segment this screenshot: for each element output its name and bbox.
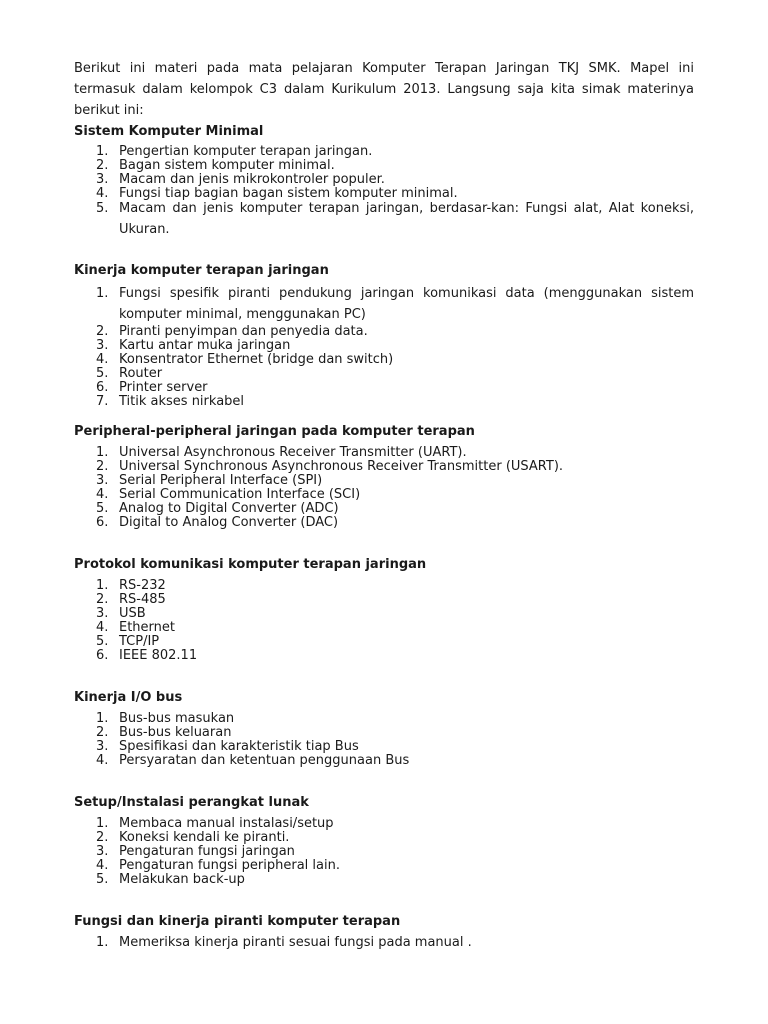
section-list — [74, 145, 694, 240]
list-item: 4. Fungsi tiap bagian bagan sistem komputer minimal. — [96, 186, 458, 201]
list-item: 5. TCP/IP — [96, 634, 160, 649]
section-title: Sistem Komputer Minimal — [74, 124, 264, 139]
section-title: Peripheral-peripheral jaringan pada komputer terapan — [74, 424, 475, 439]
section-list — [74, 712, 694, 768]
section-title: Protokol komunikasi komputer terapan jaringan — [74, 557, 427, 572]
list-item: 5. Analog to Digital Converter (ADC) — [96, 501, 339, 516]
section-title: Kinerja I/O bus — [74, 690, 183, 705]
list-item: 3. Spesifikasi dan karakteristik tiap Bus — [96, 739, 359, 754]
list-item: 1. Bus-bus masukan — [96, 711, 235, 726]
list-item: 1. Pengertian komputer terapan jaringan. — [96, 144, 373, 159]
section-list — [74, 446, 694, 530]
list-item: 4. Pengaturan fungsi peripheral lain. — [96, 858, 340, 873]
list-item: 5. Router — [96, 366, 163, 381]
list-item: 4. Konsentrator Ethernet (bridge dan switch) — [96, 352, 394, 367]
section-list — [74, 817, 694, 887]
section-list — [74, 283, 694, 409]
list-item: 1. RS-232 — [96, 578, 166, 593]
list-item: 1. Fungsi spesifik piranti pendukung jaringan komunikasi data (menggunakan sistem komputer minimal, menggunakan PC) — [96, 286, 694, 322]
list-item: 3. USB — [96, 606, 146, 621]
section-title: Fungsi dan kinerja piranti komputer terapan — [74, 914, 401, 929]
list-item: 1. Membaca manual instalasi/setup — [96, 816, 334, 831]
list-item: 1. Universal Asynchronous Receiver Transmitter (UART). — [96, 445, 467, 460]
list-item: 2. Bus-bus keluaran — [96, 725, 232, 740]
list-item: 3. Macam dan jenis mikrokontroler populer. — [96, 172, 385, 187]
list-item: 2. Koneksi kendali ke piranti. — [96, 830, 290, 845]
list-item: 2. RS-485 — [96, 592, 166, 607]
list-item: 1. Memeriksa kinerja piranti sesuai fungsi pada manual . — [96, 935, 472, 950]
list-item: 5. Melakukan back-up — [96, 872, 245, 887]
section-title: Setup/Instalasi perangkat lunak — [74, 795, 309, 810]
list-item: 6. Printer server — [96, 380, 208, 395]
list-item: 3. Serial Peripheral Interface (SPI) — [96, 473, 323, 488]
list-item: 6. IEEE 802.11 — [96, 648, 198, 663]
list-item: 4. Persyaratan dan ketentuan penggunaan Bus — [96, 753, 410, 768]
intro-paragraph: Berikut ini materi pada mata pelajaran Komputer Terapan Jaringan TKJ SMK. Mapel ini termasuk dalam kelompok C3 dalam Kurikulum 2013. Langsung saja kita simak materinya berikut ini: — [74, 61, 694, 118]
section-title: Kinerja komputer terapan jaringan — [74, 263, 329, 278]
section-list — [74, 579, 694, 663]
list-item: 7. Titik akses nirkabel — [96, 394, 245, 409]
list-item: 4. Serial Communication Interface (SCI) — [96, 487, 361, 502]
list-item: 6. Digital to Analog Converter (DAC) — [96, 515, 339, 530]
list-item: 4. Ethernet — [96, 620, 175, 635]
list-item: 2. Universal Synchronous Asynchronous Receiver Transmitter (USART). — [96, 459, 564, 474]
list-item: 5. Macam dan jenis komputer terapan jaringan, berdasar-kan: Fungsi alat, Alat koneksi, Ukuran. — [96, 201, 694, 237]
list-item: 2. Bagan sistem komputer minimal. — [96, 158, 335, 173]
list-item: 3. Pengaturan fungsi jaringan — [96, 844, 295, 859]
list-item: 2. Piranti penyimpan dan penyedia data. — [96, 324, 368, 339]
list-item: 3. Kartu antar muka jaringan — [96, 338, 291, 353]
section-list — [74, 936, 694, 950]
